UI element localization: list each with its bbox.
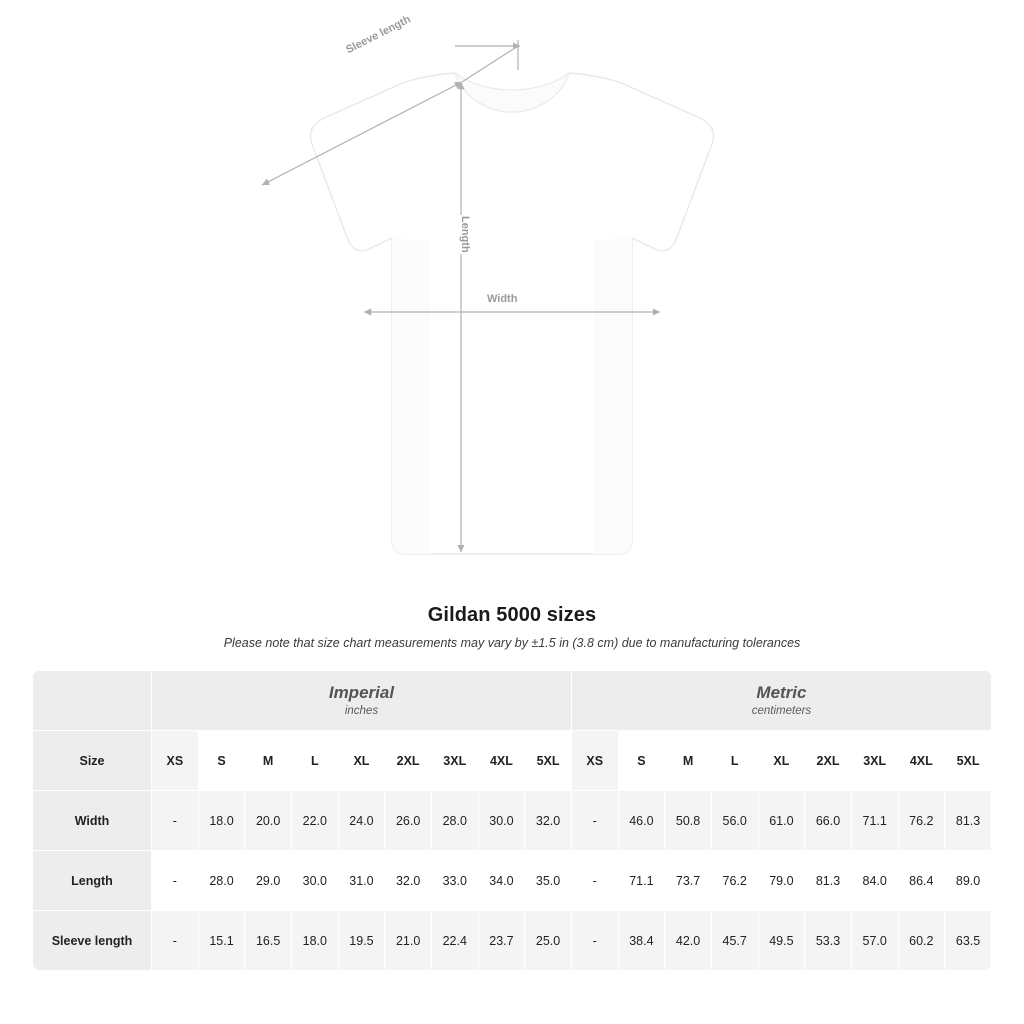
cell-sleeve-imperial-s: 15.1 (198, 911, 245, 971)
cell-length-metric-5xl: 89.0 (945, 851, 992, 911)
cell-length-imperial-2xl: 32.0 (385, 851, 432, 911)
metric-unit-name: Metric (756, 682, 807, 702)
col-head-metric-5xl: 5XL (945, 731, 992, 791)
col-head-metric-xl: XL (758, 731, 805, 791)
size-table (32, 670, 992, 971)
cell-width-imperial-m: 20.0 (245, 791, 292, 851)
size-table-wrapper (32, 670, 992, 971)
row-label-length: Length (33, 851, 152, 911)
cell-sleeve-imperial-xl: 19.5 (338, 911, 385, 971)
cell-width-metric-l: 56.0 (711, 791, 758, 851)
sleeve-length-dimension-label: Sleeve length (341, 11, 416, 58)
cell-width-metric-xs: - (571, 791, 618, 851)
table-row (33, 791, 992, 851)
cell-sleeve-metric-m: 42.0 (665, 911, 712, 971)
cell-length-imperial-l: 30.0 (291, 851, 338, 911)
cell-length-metric-2xl: 81.3 (805, 851, 852, 911)
cell-length-metric-3xl: 84.0 (851, 851, 898, 911)
cell-width-metric-m: 50.8 (665, 791, 712, 851)
cell-width-imperial-s: 18.0 (198, 791, 245, 851)
col-head-imperial-s: S (198, 731, 245, 791)
size-header-cell: Size (33, 731, 152, 791)
cell-sleeve-imperial-xs: - (152, 911, 199, 971)
size-header-row (33, 731, 992, 791)
cell-sleeve-metric-s: 38.4 (618, 911, 665, 971)
cell-length-imperial-s: 28.0 (198, 851, 245, 911)
cell-length-metric-xs: - (571, 851, 618, 911)
cell-width-imperial-2xl: 26.0 (385, 791, 432, 851)
cell-width-imperial-3xl: 28.0 (431, 791, 478, 851)
page-title: Gildan 5000 sizes (427, 604, 597, 626)
cell-sleeve-imperial-2xl: 21.0 (385, 911, 432, 971)
cell-length-metric-s: 71.1 (618, 851, 665, 911)
cell-sleeve-imperial-3xl: 22.4 (431, 911, 478, 971)
col-head-imperial-2xl: 2XL (385, 731, 432, 791)
imperial-unit-sub: inches (344, 705, 379, 718)
cell-sleeve-imperial-4xl: 23.7 (478, 911, 525, 971)
title-block (0, 604, 1024, 650)
metric-unit-header (571, 671, 991, 731)
row-label-width: Width (33, 791, 152, 851)
cell-length-imperial-xs: - (152, 851, 199, 911)
col-head-imperial-xs: XS (152, 731, 199, 791)
cell-sleeve-metric-4xl: 60.2 (898, 911, 945, 971)
cell-length-imperial-3xl: 33.0 (431, 851, 478, 911)
cell-width-metric-s: 46.0 (618, 791, 665, 851)
metric-unit-sub: centimeters (751, 705, 812, 718)
col-head-metric-s: S (618, 731, 665, 791)
cell-sleeve-metric-l: 45.7 (711, 911, 758, 971)
tolerance-note: Please note that size chart measurements may vary by ±1.5 in (3.8 cm) due to manufacturing tolerances (223, 636, 801, 650)
cell-length-imperial-xl: 31.0 (338, 851, 385, 911)
cell-width-metric-3xl: 71.1 (851, 791, 898, 851)
col-head-metric-4xl: 4XL (898, 731, 945, 791)
cell-sleeve-metric-xl: 49.5 (758, 911, 805, 971)
width-dimension-label: Width (484, 292, 520, 306)
cell-width-imperial-5xl: 32.0 (525, 791, 572, 851)
cell-sleeve-metric-2xl: 53.3 (805, 911, 852, 971)
cell-length-metric-l: 76.2 (711, 851, 758, 911)
col-head-imperial-4xl: 4XL (478, 731, 525, 791)
cell-width-imperial-xl: 24.0 (338, 791, 385, 851)
cell-length-imperial-4xl: 34.0 (478, 851, 525, 911)
imperial-unit-name: Imperial (328, 682, 395, 702)
col-head-metric-m: M (665, 731, 712, 791)
col-head-imperial-m: M (245, 731, 292, 791)
imperial-unit-header (152, 671, 572, 731)
cell-width-metric-2xl: 66.0 (805, 791, 852, 851)
cell-length-metric-xl: 79.0 (758, 851, 805, 911)
cell-sleeve-imperial-l: 18.0 (291, 911, 338, 971)
cell-length-metric-4xl: 86.4 (898, 851, 945, 911)
cell-sleeve-metric-xs: - (571, 911, 618, 971)
cell-length-imperial-m: 29.0 (245, 851, 292, 911)
cell-width-metric-4xl: 76.2 (898, 791, 945, 851)
cell-width-imperial-l: 22.0 (291, 791, 338, 851)
col-head-imperial-l: L (291, 731, 338, 791)
cell-sleeve-metric-3xl: 57.0 (851, 911, 898, 971)
cell-length-metric-m: 73.7 (665, 851, 712, 911)
col-head-imperial-xl: XL (338, 731, 385, 791)
col-head-metric-3xl: 3XL (851, 731, 898, 791)
corner-cell (33, 671, 152, 731)
table-row (33, 911, 992, 971)
table-row (33, 851, 992, 911)
cell-width-imperial-4xl: 30.0 (478, 791, 525, 851)
col-head-metric-l: L (711, 731, 758, 791)
cell-sleeve-metric-5xl: 63.5 (945, 911, 992, 971)
cell-length-imperial-5xl: 35.0 (525, 851, 572, 911)
col-head-imperial-5xl: 5XL (525, 731, 572, 791)
cell-width-metric-5xl: 81.3 (945, 791, 992, 851)
unit-header-row (33, 671, 992, 731)
row-label-sleeve-length: Sleeve length (33, 911, 152, 971)
col-head-metric-2xl: 2XL (805, 731, 852, 791)
cell-width-imperial-xs: - (152, 791, 199, 851)
col-head-imperial-3xl: 3XL (431, 731, 478, 791)
cell-sleeve-imperial-m: 16.5 (245, 911, 292, 971)
col-head-metric-xs: XS (571, 731, 618, 791)
length-dimension-label: Length (456, 215, 474, 254)
cell-width-metric-xl: 61.0 (758, 791, 805, 851)
cell-sleeve-imperial-5xl: 25.0 (525, 911, 572, 971)
